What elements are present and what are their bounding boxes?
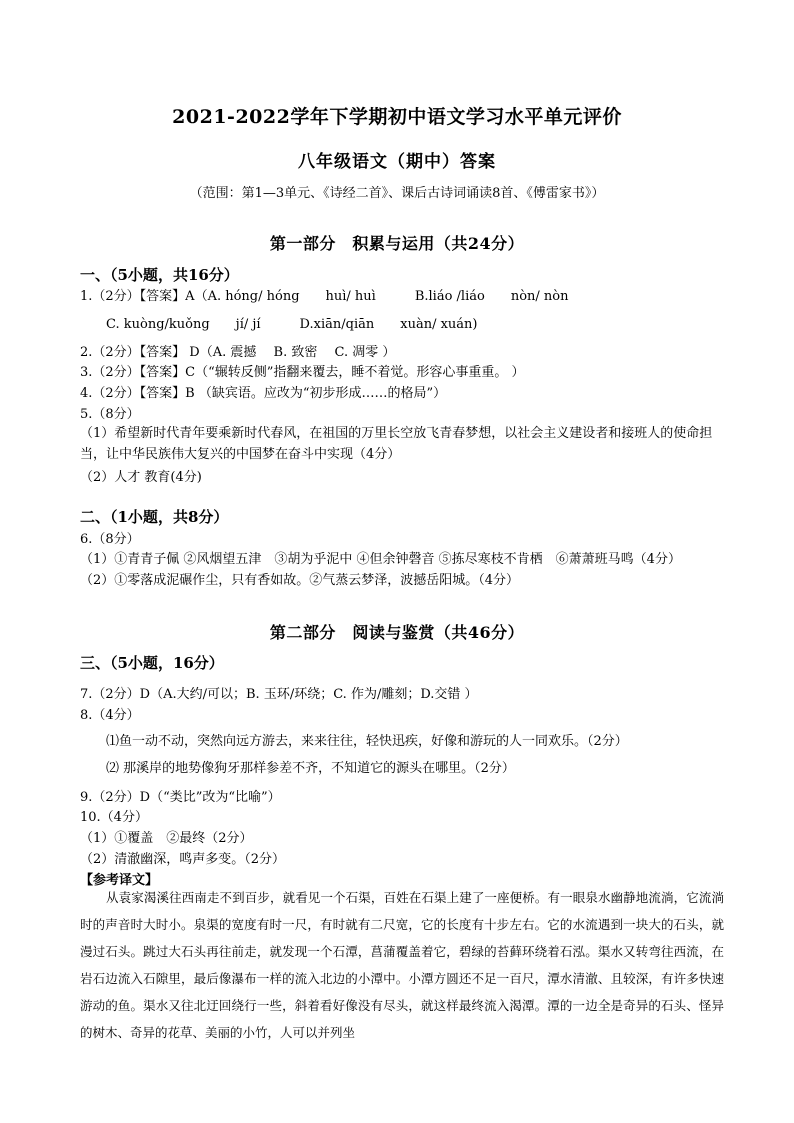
answer-line: 1.（2分）【答案】A（A. hóng/ hóng huì/ huì B.liáo /liáo nòn/ nòn xyxy=(80,289,569,304)
answer-line: （1）①青青子佩 ②风烟望五津 ③胡为乎泥中 ④但余钟磬音 ⑤拣尽寒枝不肯栖 ⑥萧萧班马鸣（4分） xyxy=(80,552,681,567)
answer-line: （2）清澈幽深，鸣声多变。（2分） xyxy=(80,852,286,867)
answer-line: C. kuòng/kuǒng jí/ jí D.xiān/qiān xuàn/ xuán) xyxy=(106,317,478,332)
answer-line: ⑵ 那溪岸的地势像狗牙那样参差不齐，不知道它的源头在哪里。（2分） xyxy=(106,761,515,776)
translation-paragraph: 从袁家渴溪往西南走不到百步，就看见一个石渠，百姓在石渠上建了一座便桥。有一眼泉水幽静地流淌，它流淌时的声音时大时小。泉渠的宽度有时一尺，有时就有二尺宽，它的长度有十步左右。它的水流遇到一块大的石头，就漫过石头。跳过大石头再往前走，就发现一个石潭，菖蒲覆盖着它，碧绿的苔藓环绕着石泓。渠水又转弯往西流，在岩石边流入石隙里，最后像瀑布一样的流入北边的小潭中。小潭方圆还不足一百尺，潭水清澈、且较深，有许多快速游动的鱼。渠水又往北迂回绕行一些，斜着看好像没有尽头，就这样最终流入渴潭。潭的一边全是奇异的石头、怪异的树木、奇异的花草、美丽的小竹，人可以并列坐 xyxy=(80,890,724,1040)
answer-line: 2.（2分）【答案】 D（A. 震撼 B. 致密 C. 凋零 ） xyxy=(80,345,396,360)
scope-note: （范围：第1—3单元、《诗经二首》、课后古诗词诵读8首、《傅雷家书》） xyxy=(189,186,605,201)
answer-line: （2）①零落成泥碾作尘，只有香如故。②气蒸云梦泽，波撼岳阳城。（4分） xyxy=(80,573,520,588)
part2-heading: 第二部分 阅读与鉴赏（共46分） xyxy=(269,623,525,642)
answer-line: 8.（4分） xyxy=(80,708,140,723)
section1-heading: 一、（5小题，共16分） xyxy=(80,266,239,284)
answer-line: （1）希望新时代青年要乘新时代春风，在祖国的万里长空放飞青春梦想，以社会主义建设者和接班人的使命担当，让中华民族伟大复兴的中国梦在奋斗中实现（4分） xyxy=(80,426,713,462)
answer-line: （1）①覆盖 ②最终（2分） xyxy=(80,831,253,846)
part1-heading: 第一部分 积累与运用（共24分） xyxy=(269,234,525,253)
answer-line: 7.（2分）D（A.大约/可以；B. 玉环/环绕；C. 作为/雕刻；D.交错 ） xyxy=(80,687,478,702)
answer-line: 9.（2分）D（“类比”改为“比喻”） xyxy=(80,790,281,805)
section2-heading: 二、（1小题，共8分） xyxy=(80,508,229,526)
page-subtitle: 八年级语文（期中）答案 xyxy=(298,152,496,172)
answer-line: 3.（2分）【答案】C（“辗转反侧”指翻来覆去，睡不着觉。形容心事重重。 ） xyxy=(80,365,525,380)
translation-label: 【参考译文】 xyxy=(80,873,159,888)
answer-line: 10.（4分） xyxy=(80,810,148,825)
answer-line: ⑴鱼一动不动，突然向远方游去，来来往往，轻快迅疾，好像和游玩的人一同欢乐。（2分） xyxy=(106,734,628,749)
answer-line: 4.（2分）【答案】B （缺宾语。应改为“初步形成……的格局”） xyxy=(80,386,447,401)
section3-heading: 三、（5小题，16分） xyxy=(80,654,224,672)
answer-line: 6.（8分） xyxy=(80,532,140,547)
answer-line: （2）人才 教育(4分) xyxy=(80,470,202,485)
page-title: 2021-2022学年下学期初中语文学习水平单元评价 xyxy=(172,106,622,128)
answer-line: 5.（8分） xyxy=(80,407,140,422)
